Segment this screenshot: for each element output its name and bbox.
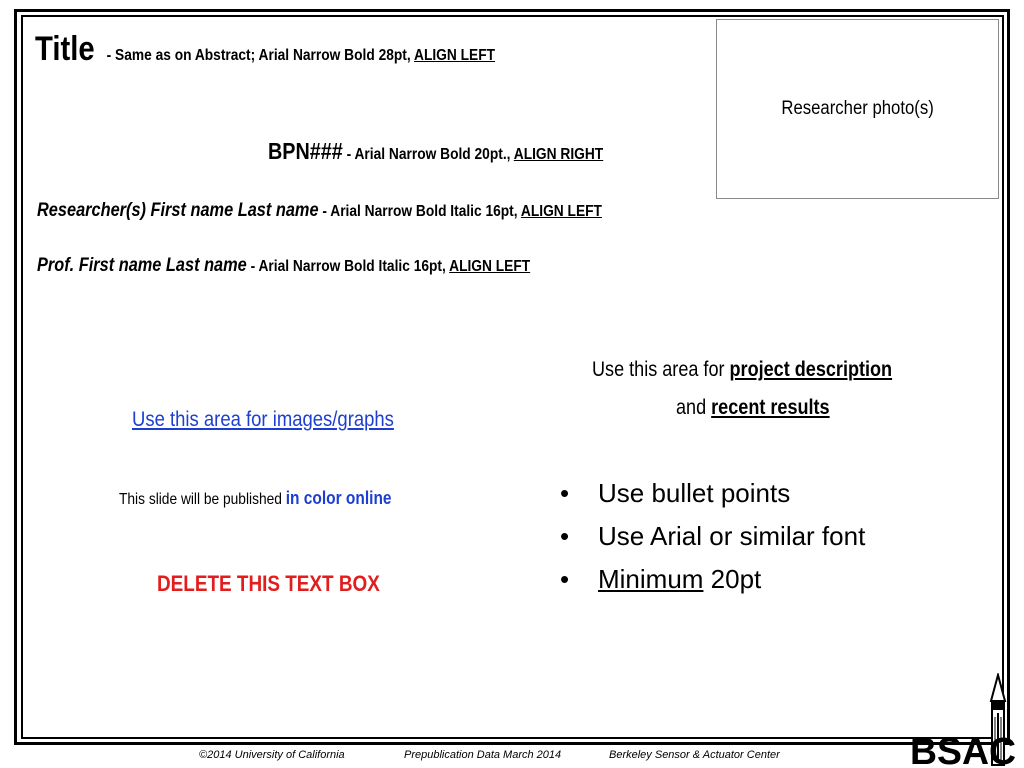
footer-prepublication: Prepublication Data March 2014 bbox=[404, 749, 562, 761]
professor-name: Prof. First name Last name bbox=[37, 255, 247, 276]
researchers-description bbox=[319, 203, 602, 220]
bpn-description bbox=[343, 146, 603, 163]
description-line2-text: and bbox=[676, 396, 712, 419]
professor-line bbox=[37, 255, 610, 277]
bpn-line bbox=[268, 138, 658, 165]
title-desc-text: - Same as on Abstract; Arial Narrow Bold 28pt, bbox=[106, 47, 415, 64]
description-line1-text: Use this area for bbox=[592, 358, 730, 381]
images-graphs-label: Use this area for images/graphs bbox=[132, 408, 394, 431]
publish-note-text: This slide will be published bbox=[119, 491, 286, 508]
title-word: Title bbox=[35, 30, 95, 68]
bullet-dot-icon: • bbox=[560, 478, 570, 508]
publish-note-highlight: in color online bbox=[285, 488, 392, 508]
description-line2-bold: recent results bbox=[711, 396, 830, 419]
delete-note-text: DELETE THIS TEXT BOX bbox=[157, 571, 380, 596]
professor-desc-text: - Arial Narrow Bold Italic 16pt, bbox=[246, 258, 450, 275]
researchers-name: Researcher(s) First name Last name bbox=[37, 200, 319, 221]
bullet-text: 20pt bbox=[703, 564, 762, 594]
professor-align-note: ALIGN LEFT bbox=[449, 258, 531, 275]
researchers-line bbox=[37, 200, 694, 222]
description-line1-bold: project description bbox=[729, 358, 893, 381]
bullet-text-underlined: Minimum bbox=[598, 564, 704, 594]
professor-description bbox=[247, 258, 530, 275]
researchers-align-note: ALIGN LEFT bbox=[520, 203, 602, 220]
bullet-list bbox=[560, 476, 865, 605]
footer-center-name: Berkeley Sensor & Actuator Center bbox=[609, 749, 780, 761]
researcher-photo-label: Researcher photo(s) bbox=[781, 98, 934, 119]
footer-copyright: ©2014 University of California bbox=[199, 749, 345, 761]
images-graphs-area-link[interactable] bbox=[132, 408, 430, 432]
title-align-note: ALIGN LEFT bbox=[414, 47, 496, 64]
bullet-item bbox=[560, 562, 865, 605]
bullet-dot-icon: • bbox=[560, 521, 570, 551]
bullet-item bbox=[560, 519, 865, 562]
bsac-logo bbox=[908, 673, 1020, 767]
researchers-desc-text: - Arial Narrow Bold Italic 16pt, bbox=[318, 203, 521, 220]
description-line-2 bbox=[676, 396, 855, 420]
bsac-logo-text: BSAC bbox=[910, 731, 1016, 767]
delete-text-box-note bbox=[157, 571, 416, 597]
bpn-word: BPN### bbox=[268, 138, 343, 164]
title-line bbox=[35, 30, 570, 69]
publish-note bbox=[119, 488, 436, 509]
bullet-text: Use Arial or similar font bbox=[598, 521, 866, 551]
description-line-1 bbox=[592, 358, 941, 382]
bullet-text: Use bullet points bbox=[598, 478, 791, 508]
bullet-item bbox=[560, 476, 865, 519]
bpn-align-note: ALIGN RIGHT bbox=[513, 146, 604, 163]
title-description bbox=[107, 47, 495, 64]
bullet-dot-icon: • bbox=[560, 564, 570, 594]
bpn-desc-text: - Arial Narrow Bold 20pt., bbox=[342, 146, 514, 163]
researcher-photo-placeholder[interactable] bbox=[716, 19, 999, 199]
